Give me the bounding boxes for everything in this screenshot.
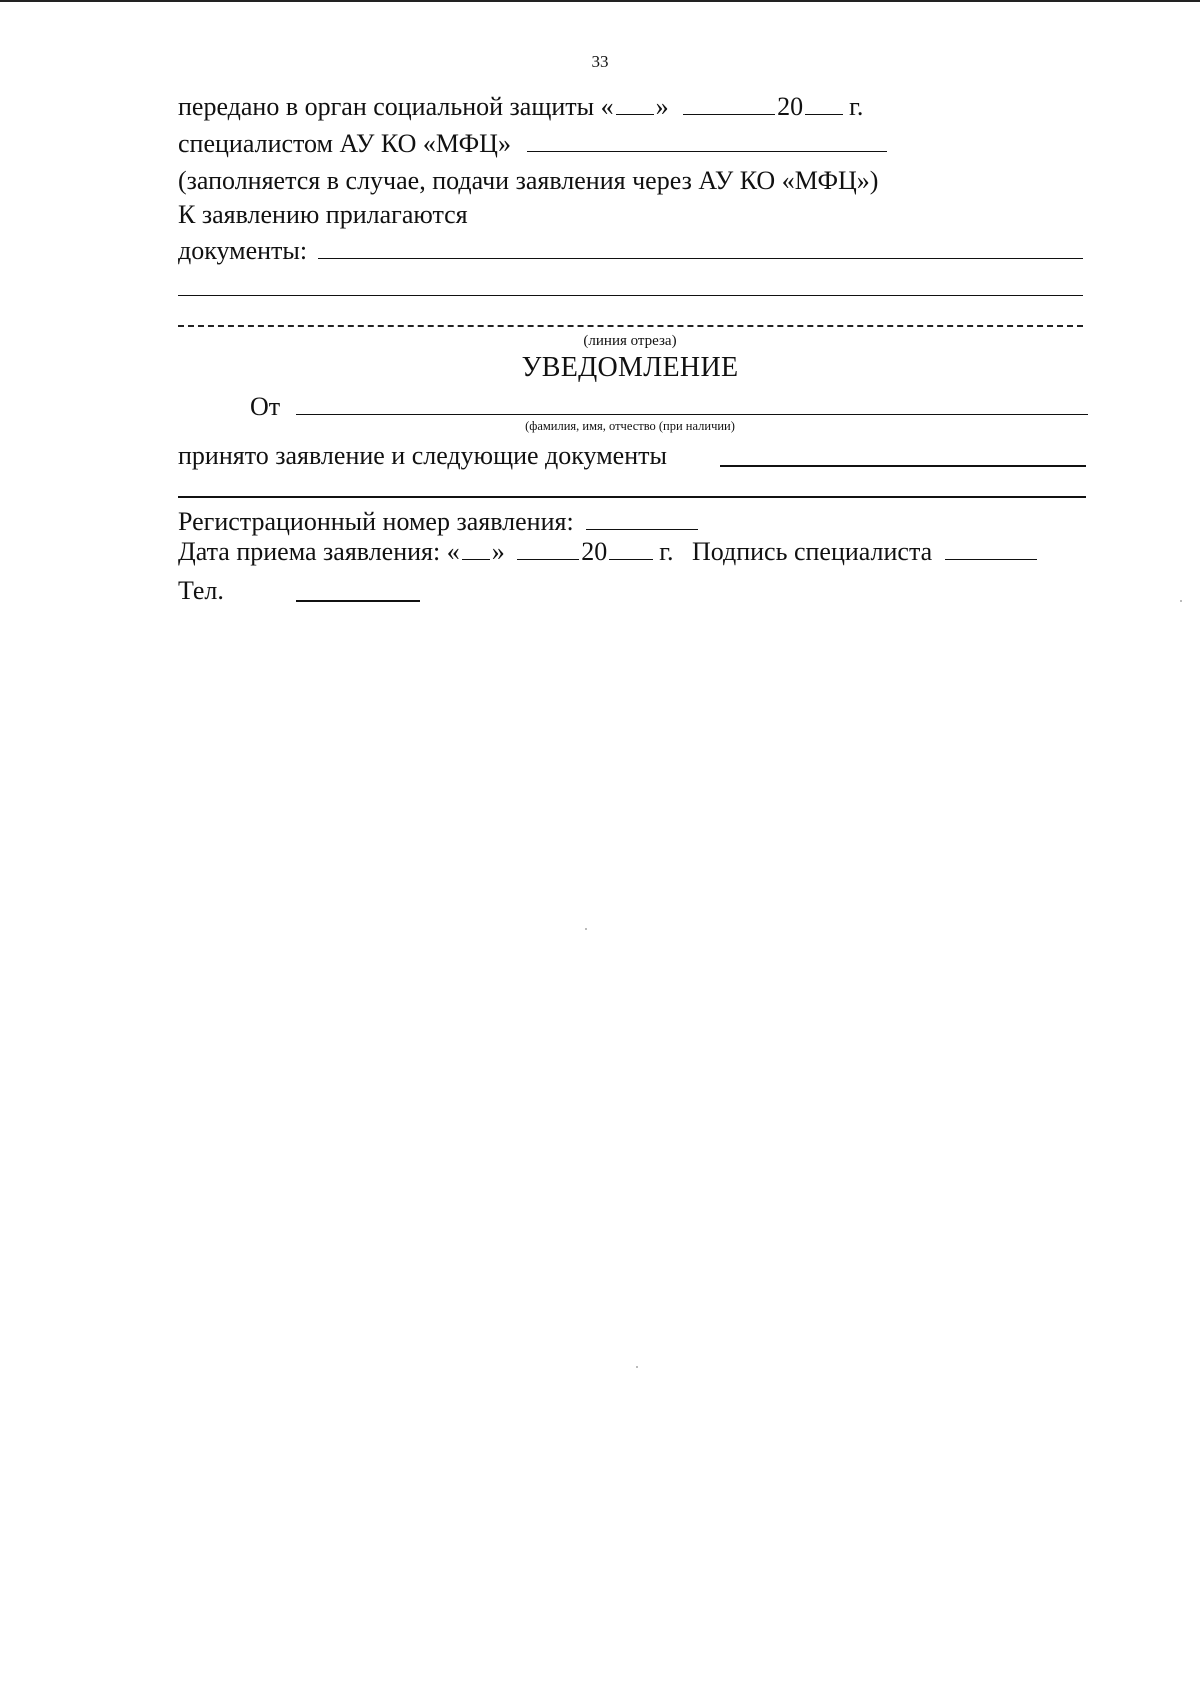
phone-label: Тел.	[178, 576, 224, 605]
attachments-label: документы:	[178, 236, 308, 265]
date-year-field[interactable]	[609, 537, 653, 560]
signature-label: Подпись специалиста	[691, 537, 933, 566]
transfer-quote-close: »	[655, 92, 669, 121]
transfer-year-field[interactable]	[805, 92, 843, 115]
scan-speck	[1180, 600, 1182, 602]
attachments-field-line-2[interactable]	[178, 295, 1083, 296]
phone-field[interactable]	[296, 600, 420, 602]
date-month-field[interactable]	[517, 537, 579, 560]
transfer-year-suffix: г.	[849, 92, 864, 121]
transfer-day-field[interactable]	[616, 92, 654, 115]
attachments-line-1: К заявлению прилагаются	[178, 200, 468, 229]
date-year-prefix: 20	[581, 537, 608, 566]
scan-edge-line	[0, 0, 1200, 2]
date-line	[178, 537, 1039, 567]
transfer-year-prefix: 20	[777, 92, 804, 121]
date-prefix: Дата приема заявления: «	[178, 537, 460, 566]
accepted-docs-field-2[interactable]	[178, 496, 1086, 498]
mfc-note: (заполняется в случае, подачи заявления через АУ КО «МФЦ»)	[178, 166, 879, 195]
cut-line-caption: (линия отреза)	[583, 333, 677, 349]
reg-number-label: Регистрационный номер заявления:	[178, 507, 574, 536]
date-day-field[interactable]	[462, 537, 490, 560]
reg-number-field[interactable]	[586, 507, 698, 530]
from-name-field[interactable]	[296, 414, 1088, 415]
reg-number-line	[178, 507, 700, 537]
scan-speck	[636, 1366, 638, 1368]
attachments-field-line-1[interactable]	[318, 258, 1083, 259]
transfer-prefix: передано в орган социальной защиты «	[178, 92, 614, 121]
specialist-name-field[interactable]	[527, 129, 887, 152]
transfer-month-field[interactable]	[683, 92, 775, 115]
accepted-docs-field-1[interactable]	[720, 465, 1086, 467]
date-year-suffix: г.	[659, 537, 674, 566]
scan-speck	[585, 928, 587, 930]
accepted-label: принято заявление и следующие документы	[178, 441, 667, 470]
specialist-label: специалистом АУ КО «МФЦ»	[178, 129, 511, 158]
date-quote-close: »	[491, 537, 505, 566]
attachments-line-2	[178, 236, 307, 266]
specialist-line	[178, 129, 889, 159]
transfer-line	[178, 92, 863, 122]
from-caption: (фамилия, имя, отчество (при наличии)	[525, 419, 735, 433]
signature-field[interactable]	[945, 537, 1037, 560]
accepted-line	[178, 441, 667, 471]
notice-title: УВЕДОМЛЕНИЕ	[521, 352, 739, 383]
from-label: От	[250, 392, 281, 421]
page-number: 33	[591, 52, 609, 71]
cut-line	[178, 325, 1083, 327]
